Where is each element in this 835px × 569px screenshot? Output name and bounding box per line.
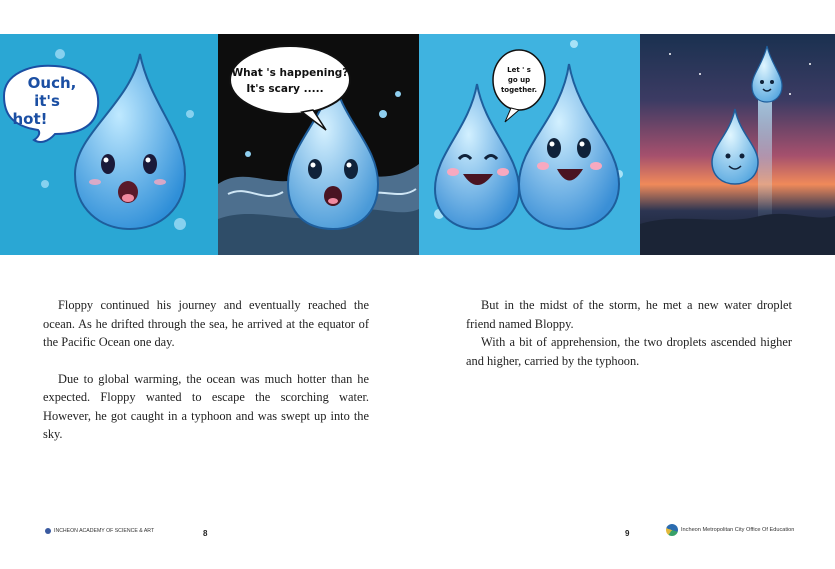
academy-logo-icon — [45, 528, 51, 534]
droplet-ouch-illustration — [0, 34, 218, 255]
left-page-text — [43, 296, 369, 444]
bubble-text-line-2: it's — [34, 92, 60, 110]
droplets-together-illustration — [419, 34, 640, 255]
footer-left — [45, 528, 154, 534]
footer-left-text: INCHEON ACADEMY OF SCIENCE & ART — [54, 528, 155, 534]
page-number-left: 8 — [203, 529, 208, 538]
paragraph: Due to global warming, the ocean was much hotter than he expected. Floppy wanted to escape the scorching water. However, he got caught in a typhoon and was swept up into the sky. — [43, 371, 369, 441]
bubble-text-line-3: hot! — [12, 110, 48, 128]
footer-right — [666, 524, 794, 536]
paragraph: Floppy continued his journey and eventually reached the ocean. As he drifted through the sea, he arrived at the equator of the Pacific Ocean one day. — [43, 298, 369, 349]
illustration-panel-typhoon — [218, 34, 419, 255]
bubble-text-line-2: go up — [507, 76, 531, 84]
footer-right-text: Incheon Metropolitan City Office Of Education — [681, 527, 795, 533]
illustration-panel-ascending-sky — [640, 34, 835, 255]
illustration-panel-two-droplets — [419, 34, 640, 255]
bubble-text-line-1: Let ' s — [507, 66, 531, 74]
droplets-ascending-illustration — [640, 34, 835, 255]
droplet-scared-illustration — [218, 34, 419, 255]
illustration-panel-hot-droplet — [0, 34, 218, 255]
right-page-text — [466, 296, 792, 370]
education-office-logo-icon — [666, 524, 678, 536]
bubble-text-line-2: It's scary ..... — [246, 83, 324, 95]
bubble-text-line-1: What 's happening? — [231, 67, 349, 79]
paragraph: With a bit of apprehension, the two droplets ascended higher and higher, carried by the typhoon. — [466, 335, 792, 368]
page-number-right: 9 — [625, 529, 630, 538]
bubble-text-line-1: Ouch, — [27, 74, 77, 92]
bubble-text-line-3: together. — [500, 86, 538, 94]
paragraph: But in the midst of the storm, he met a new water droplet friend named Bloppy. — [466, 298, 792, 331]
